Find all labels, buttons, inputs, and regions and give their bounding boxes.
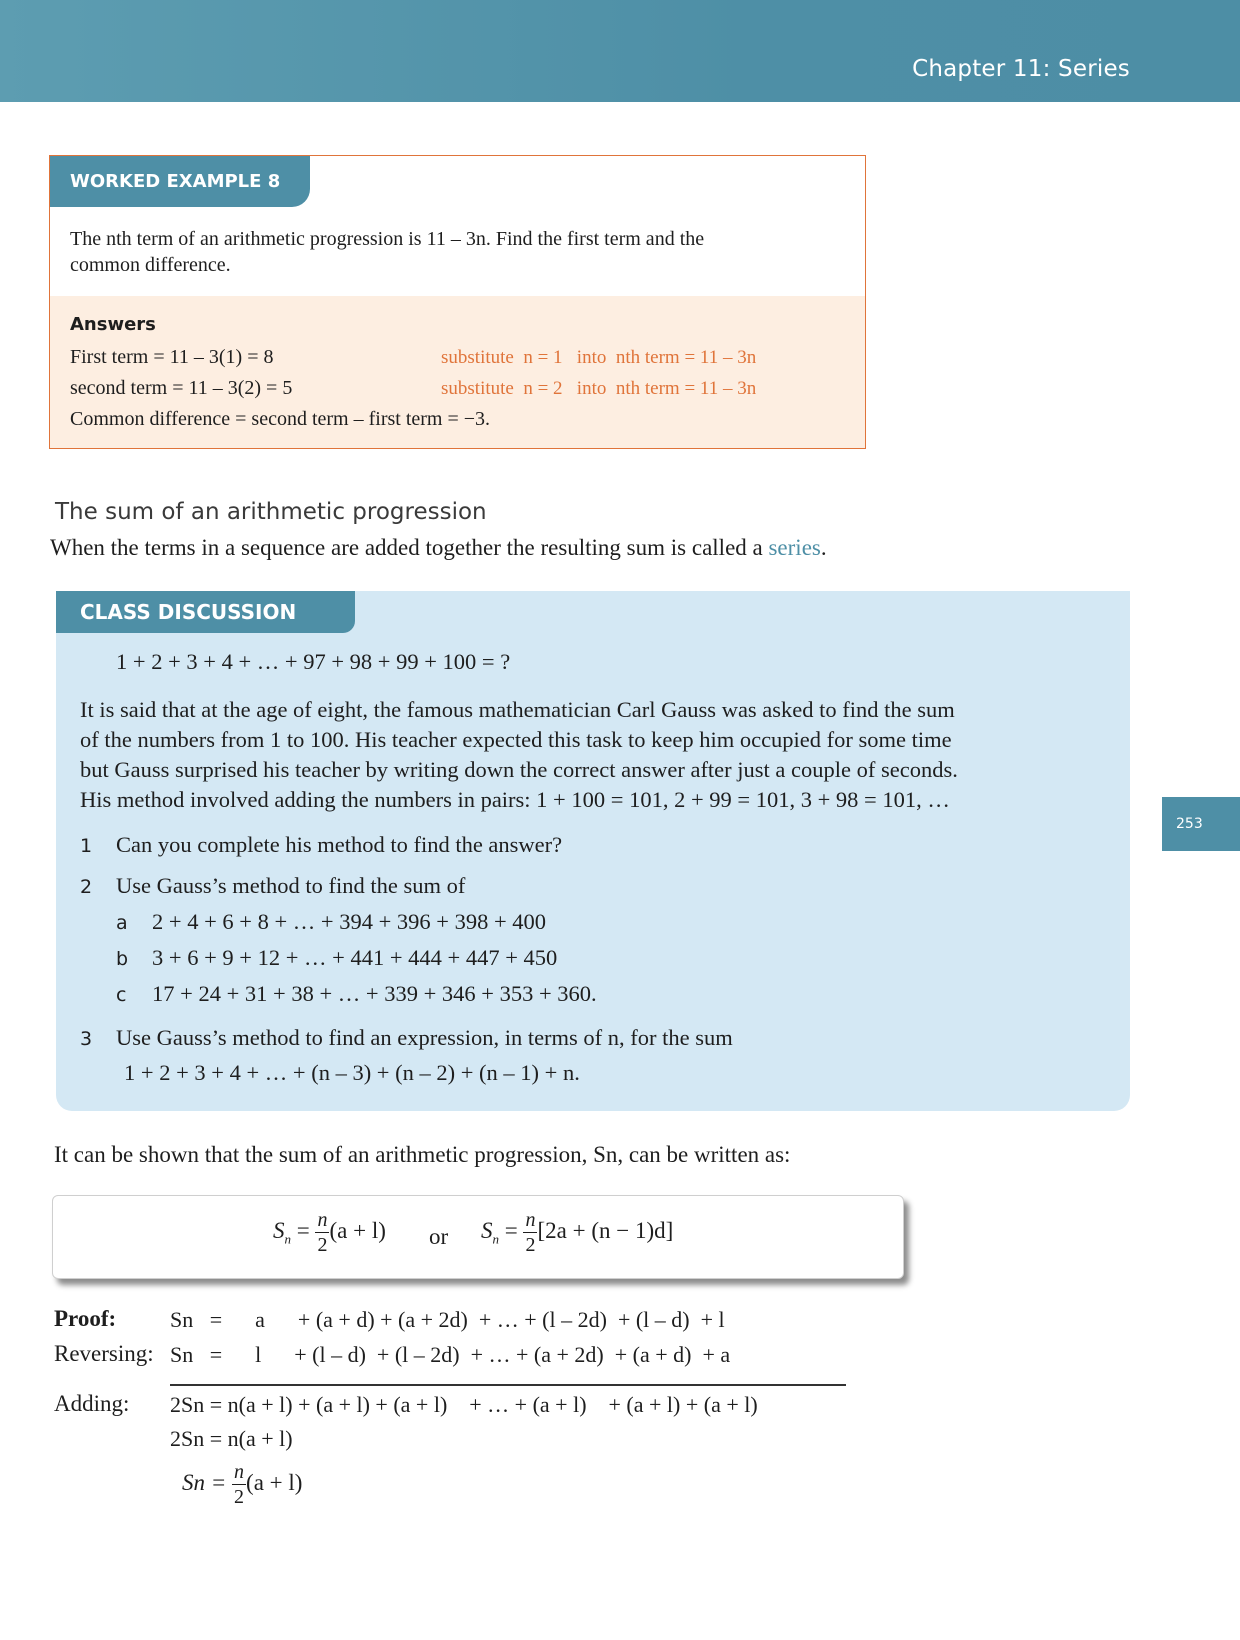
worked-example-box: [49, 155, 866, 449]
answer-line-1: First term = 11 – 3(1) = 8: [70, 346, 274, 368]
page-number-tab: 253: [1162, 797, 1240, 851]
proof-row-3: 2Sn = n(a + l) + (a + l) + (a + l) + … + (a + l) + (a + l) + (a + l): [170, 1392, 758, 1417]
gauss-paragraph-line-1: It is said that at the age of eight, the famous mathematician Carl Gauss was asked to find the sum: [80, 697, 955, 722]
question-line-1: The nth term of an arithmetic progression is 11 – 3n. Find the first term and the: [70, 228, 705, 250]
fraction-denominator: 2: [525, 1234, 536, 1256]
formula-2-sub: n: [492, 1231, 499, 1247]
formula-2-s: S: [481, 1217, 493, 1243]
sum-formula-2: [481, 1210, 673, 1255]
header-band: [0, 0, 1240, 102]
class-discussion-box: [56, 591, 1130, 1111]
question-3-text: Use Gauss’s method to find an expression, in terms of n, for the sum: [116, 1025, 733, 1050]
proof-result-fraction: [232, 1462, 246, 1507]
question-2-number: 2: [80, 876, 93, 898]
intro-end: .: [820, 535, 827, 560]
proof-result-lhs: Sn =: [182, 1469, 227, 1495]
answer-line-2: second term = 11 – 3(2) = 5: [70, 377, 293, 399]
formula-2-rhs: [2a + (n − 1)d]: [537, 1217, 674, 1243]
answers-heading: Answers: [70, 314, 156, 335]
question-3-expression: 1 + 2 + 3 + 4 + … + (n – 3) + (n – 2) + (n – 1) + n.: [124, 1060, 580, 1085]
question-2c-label: c: [116, 984, 127, 1006]
fraction-denominator: 2: [234, 1486, 245, 1508]
series-keyword: series: [768, 535, 821, 560]
intro-text: When the terms in a sequence are added together the resulting sum is called a: [50, 535, 769, 560]
formula-1-equals: =: [296, 1217, 310, 1243]
proof-row-2: Sn = l + (l – d) + (l – 2d) + … + (a + 2d) + (a + d) + a: [170, 1342, 731, 1367]
proof-divider: [170, 1384, 846, 1386]
question-line-2: common difference.: [70, 254, 231, 276]
formula-1-sub: n: [284, 1231, 291, 1247]
question-2c-text: 17 + 24 + 31 + 38 + … + 339 + 346 + 353 + 360.: [152, 981, 597, 1006]
question-1-number: 1: [80, 835, 93, 857]
formula-1-s: S: [273, 1217, 285, 1243]
gauss-paragraph-line-4: His method involved adding the numbers in pairs: 1 + 100 = 101, 2 + 99 = 101, 3 + 98 = 101, …: [80, 787, 950, 812]
formula-2-equals: =: [504, 1217, 518, 1243]
class-discussion-label: CLASS DISCUSSION: [56, 591, 355, 633]
answer-line-3: Common difference = second term – first term = −3.: [70, 408, 491, 430]
chapter-title: Chapter 11: Series: [912, 56, 1130, 82]
answer-note-1: substitute n = 1 into nth term = 11 – 3n: [441, 347, 757, 368]
worked-example-label: WORKED EXAMPLE 8: [50, 156, 310, 207]
formula-1-rhs: (a + l): [329, 1217, 386, 1243]
sum-intro-paragraph: It can be shown that the sum of an arithmetic progression, Sn, can be written as:: [54, 1142, 791, 1167]
question-2-text: Use Gauss’s method to find the sum of: [116, 873, 466, 898]
question-3-number: 3: [80, 1028, 93, 1050]
fraction-denominator: 2: [317, 1234, 328, 1256]
proof-row-1: Sn = a + (a + d) + (a + 2d) + … + (l – 2d) + (l – d) + l: [170, 1307, 725, 1332]
question-2b-text: 3 + 6 + 9 + 12 + … + 441 + 444 + 447 + 450: [152, 945, 558, 970]
formula-1-fraction: [315, 1210, 329, 1255]
gauss-equation: 1 + 2 + 3 + 4 + … + 97 + 98 + 99 + 100 = ?: [116, 649, 511, 674]
fraction-numerator: n: [525, 1209, 536, 1231]
intro-paragraph: [50, 535, 1050, 561]
fraction-numerator: n: [317, 1209, 328, 1231]
fraction-numerator: n: [234, 1461, 245, 1483]
proof-label: Proof:: [54, 1306, 117, 1331]
formula-box: [52, 1195, 904, 1279]
gauss-paragraph-line-3: but Gauss surprised his teacher by writing down the correct answer after just a couple of seconds.: [80, 757, 958, 782]
section-heading: The sum of an arithmetic progression: [55, 499, 487, 525]
answer-note-2: substitute n = 2 into nth term = 11 – 3n: [441, 378, 757, 399]
formula-2-fraction: [523, 1210, 537, 1255]
question-1-text: Can you complete his method to find the answer?: [116, 832, 563, 857]
question-2a-text: 2 + 4 + 6 + 8 + … + 394 + 396 + 398 + 400: [152, 909, 547, 934]
adding-label: Adding:: [54, 1391, 130, 1416]
sum-formula-1: [273, 1210, 386, 1255]
question-2b-label: b: [116, 948, 129, 970]
worked-example-question: [70, 226, 830, 278]
proof-result: [182, 1462, 302, 1507]
proof-row-4: 2Sn = n(a + l): [170, 1426, 293, 1451]
reversing-label: Reversing:: [54, 1341, 154, 1366]
formula-or: or: [429, 1224, 449, 1249]
gauss-paragraph-line-2: of the numbers from 1 to 100. His teacher expected this task to keep him occupied for some time: [80, 727, 952, 752]
proof-result-rhs: (a + l): [246, 1469, 303, 1495]
question-2a-label: a: [116, 912, 128, 934]
